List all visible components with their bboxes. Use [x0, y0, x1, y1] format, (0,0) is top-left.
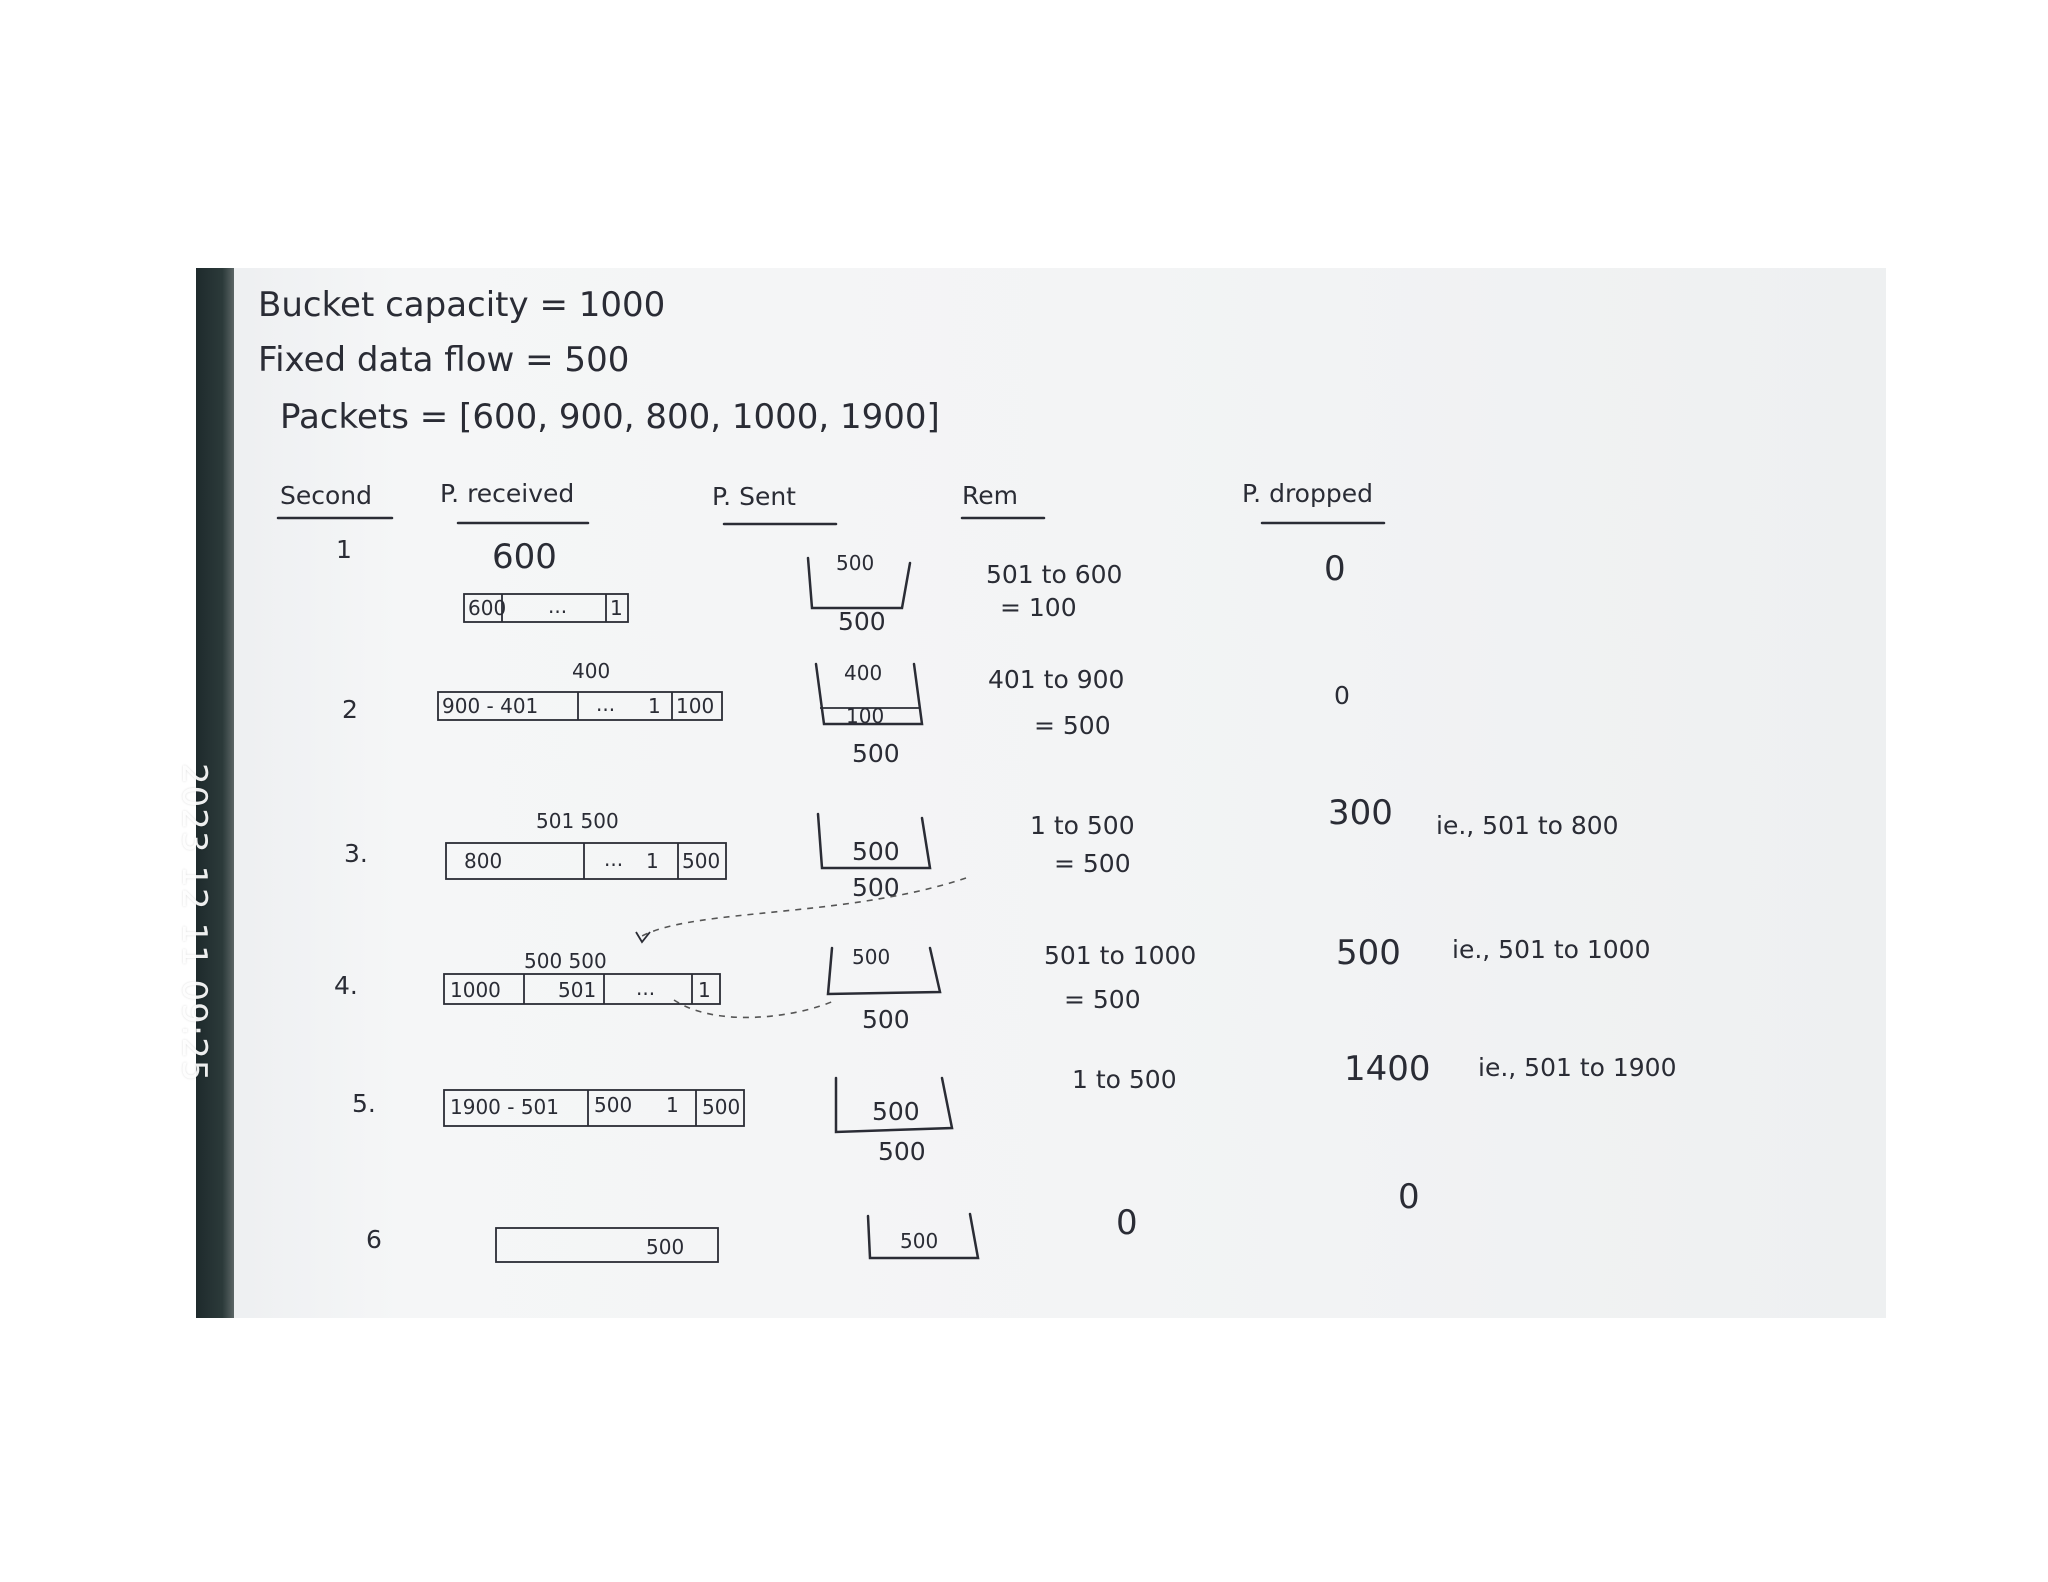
svg-text:500: 500 — [594, 1093, 633, 1117]
arrow-head — [636, 932, 650, 942]
svg-text:900 - 401: 900 - 401 — [442, 694, 539, 718]
bucket-capacity-line: Bucket capacity = 1000 — [258, 285, 666, 325]
header-dropped: P. dropped — [1242, 479, 1373, 508]
handwritten-sheet — [196, 268, 1886, 1318]
svg-text:1: 1 — [610, 596, 623, 620]
svg-text:500: 500 — [900, 1229, 939, 1253]
row-note: ie., 501 to 800 — [1436, 811, 1619, 840]
row-received: 500 500 — [524, 949, 607, 973]
svg-text:501: 501 — [558, 978, 597, 1002]
svg-text:600: 600 — [468, 596, 507, 620]
header-received: P. received — [440, 479, 575, 508]
paper-photo — [174, 268, 1886, 1318]
svg-text:1900 - 501: 1900 - 501 — [450, 1095, 560, 1119]
svg-text:1: 1 — [698, 978, 711, 1002]
svg-text:...: ... — [596, 692, 616, 716]
row-dropped: 500 — [1336, 933, 1401, 973]
table-row — [342, 659, 1350, 768]
row-rem: 401 to 900 — [988, 665, 1125, 694]
row-rem: 1 to 500 — [1030, 811, 1135, 840]
svg-text:= 100: = 100 — [1000, 593, 1077, 622]
svg-text:100: 100 — [676, 694, 715, 718]
row-second: 4. — [334, 971, 358, 1000]
photo-timestamp: 2023 12 11 09:25 — [174, 763, 214, 1083]
row-second: 1 — [336, 535, 352, 564]
header-rem: Rem — [962, 481, 1018, 510]
row-second: 5. — [352, 1089, 376, 1118]
received-buffer-box — [496, 1228, 718, 1262]
row-rem: 0 — [1116, 1203, 1138, 1243]
row-dropped: 0 — [1324, 549, 1346, 589]
row-second: 2 — [342, 695, 358, 724]
dashed-arrow — [674, 1000, 836, 1017]
table-row — [344, 793, 1619, 902]
fixed-data-flow-line: Fixed data flow = 500 — [258, 340, 630, 380]
row-dropped: 1400 — [1344, 1049, 1431, 1089]
packets-line: Packets = [600, 900, 800, 1000, 1900] — [280, 397, 940, 437]
row-rem: 501 to 600 — [986, 560, 1123, 589]
svg-text:= 500: = 500 — [1034, 711, 1111, 740]
svg-text:500: 500 — [872, 1097, 920, 1126]
svg-text:500: 500 — [836, 551, 875, 575]
row-received: 600 — [492, 537, 557, 577]
row-dropped: 300 — [1328, 793, 1393, 833]
svg-text:...: ... — [548, 594, 568, 618]
svg-text:500: 500 — [852, 739, 900, 768]
row-second: 3. — [344, 839, 368, 868]
dashed-arrow — [642, 878, 966, 936]
svg-text:100: 100 — [846, 704, 885, 728]
table-row — [334, 933, 1651, 1034]
header-second: Second — [280, 481, 373, 510]
table-row — [336, 535, 1346, 636]
row-rem: 1 to 500 — [1072, 1065, 1177, 1094]
svg-text:400: 400 — [844, 661, 883, 685]
header-sent: P. Sent — [712, 482, 796, 511]
row-note: ie., 501 to 1900 — [1478, 1053, 1677, 1082]
row-received: 400 — [572, 659, 611, 683]
svg-text:500: 500 — [852, 873, 900, 902]
row-dropped: 0 — [1398, 1177, 1420, 1217]
row-note: ie., 501 to 1000 — [1452, 935, 1651, 964]
svg-text:1000: 1000 — [450, 978, 501, 1002]
svg-text:800: 800 — [464, 849, 503, 873]
svg-text:500: 500 — [646, 1235, 685, 1259]
row-second: 6 — [366, 1225, 382, 1254]
svg-text:500: 500 — [878, 1137, 926, 1166]
table-row — [366, 1177, 1420, 1262]
svg-text:500: 500 — [702, 1095, 741, 1119]
svg-text:500: 500 — [862, 1005, 910, 1034]
svg-text:= 500: = 500 — [1054, 849, 1131, 878]
table-row — [352, 1049, 1677, 1166]
svg-text:1: 1 — [666, 1093, 679, 1117]
svg-text:...: ... — [636, 976, 656, 1000]
svg-text:1: 1 — [646, 849, 659, 873]
svg-text:500: 500 — [682, 849, 721, 873]
svg-text:500: 500 — [852, 945, 891, 969]
svg-text:500: 500 — [852, 837, 900, 866]
svg-text:1: 1 — [648, 694, 661, 718]
row-rem: 501 to 1000 — [1044, 941, 1197, 970]
row-dropped: 0 — [1334, 681, 1350, 710]
svg-text:...: ... — [604, 847, 624, 871]
row-received: 501 500 — [536, 809, 619, 833]
table-header — [278, 479, 1384, 524]
svg-text:= 500: = 500 — [1064, 985, 1141, 1014]
svg-text:500: 500 — [838, 607, 886, 636]
